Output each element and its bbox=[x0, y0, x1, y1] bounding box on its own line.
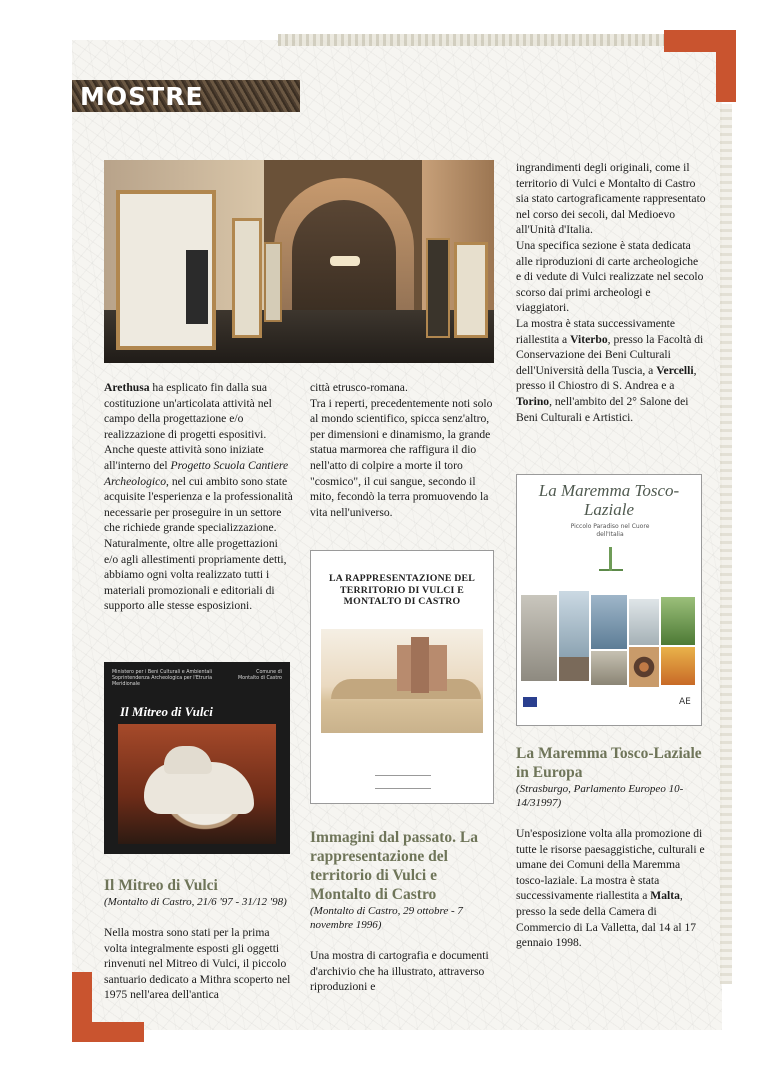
cover-title: LA RAPPRESENTAZIONE DEL TERRITORIO DI VULCI E MONTALTO DI CASTRO bbox=[329, 573, 475, 607]
cover-subtitle: Piccolo Paradiso nel Cuore dell'Italia bbox=[570, 523, 650, 538]
corner-accent-top-right-vertical bbox=[716, 40, 736, 102]
intro-paragraph-2: Naturalmente, oltre alle progettazioni e/o agli allestimenti propriamente detti, abbiamo ogni volta realizzato tutti i materiali promozionali e editoriali di supporto alle stesse esposizioni. bbox=[104, 536, 287, 613]
rappresentazione-info: (Montalto di Castro, 29 ottobre - 7 novembre 1996) bbox=[310, 905, 463, 931]
cover-title: Il Mitreo di Vulci bbox=[120, 704, 213, 719]
org-name: Arethusa bbox=[104, 381, 150, 394]
mitreo-text-statue: Tra i reperti, precedentemente noti solo al mondo scientifico, spicca senz'altro, per dimensioni e dinamismo, la grande statua marmorea che raffigura il dio nell'atto di colpire a morte il toro "cosmico", il cui sangue, secondo il mito, fecondò la terra promuovendo la vita nell'universo. bbox=[310, 396, 493, 519]
column-left bbox=[104, 380, 294, 614]
maremma-heading: La Maremma Tosco-Laziale in Europa bbox=[516, 745, 702, 781]
rappresentazione-heading: Immagini dal passato. La rappresentazione del territorio di Vulci e Montalto di Castro bbox=[310, 829, 478, 903]
book-cover-rappresentazione bbox=[310, 550, 494, 804]
maremma-info: (Strasburgo, Parlamento Europeo 10-14/31997) bbox=[516, 783, 684, 809]
rappresentazione-text-venues: La mostra è stata successivamente riallestita a Viterbo, presso la Facoltà di Conservazione dei Beni Culturali dell'Università della Tuscia, a Vercelli, presso il Chiostro di S. Andrea e a Torino, nell'ambito del 2° Salone dei Beni Culturali e Artistici. bbox=[516, 316, 704, 424]
column-right bbox=[516, 160, 706, 425]
maremma-section bbox=[516, 744, 706, 951]
book-cover-maremma bbox=[516, 474, 702, 726]
cover-title: La Maremma Tosco-Laziale bbox=[538, 481, 680, 519]
section-title: MOSTRE bbox=[80, 81, 204, 111]
column-middle bbox=[310, 380, 496, 520]
rappresentazione-text-section: Una specifica sezione è stata dedicata alle riproduzioni di carte archeologiche e di vedute di Vulci realizzate nel secolo scorso dai primi archeologi e viaggiatori. bbox=[516, 238, 704, 315]
eu-flag-icon bbox=[523, 697, 537, 707]
decorative-texture-top bbox=[278, 34, 664, 46]
section-title-banner bbox=[72, 80, 300, 112]
project-name: Progetto Scuola Cantiere Archeologico bbox=[104, 458, 289, 488]
mitreo-section bbox=[104, 876, 294, 1003]
mitreo-text: Nella mostra sono stati per la prima volta integralmente esposti gli oggetti rinvenuti nel Mitreo di Vulci, il piccolo santuario dedicato a Mithra scoperto nel 1975 nell'area dell'antica bbox=[104, 926, 291, 1002]
maremma-text: Un'esposizione volta alla promozione di tutte le risorse paesaggistiche, culturali e umane dei Comuni della Maremma tosco-laziale. La mostra è stata successivamente riallestita a Malta, presso la sede della Camera di Commercio di La Valletta, dal 14 al 17 gennaio 1998. bbox=[516, 827, 705, 950]
rappresentazione-text-continued: ingrandimenti degli originali, come il territorio di Vulci e Montalto di Castro sia stato cartograficamente rappresentato nel corso dei secoli, dal Medioevo all'Unità d'Italia. bbox=[516, 161, 706, 237]
mitreo-info: (Montalto di Castro, 21/6 '97 - 31/12 '98) bbox=[104, 896, 287, 908]
decorative-texture-right bbox=[720, 104, 732, 984]
exhibition-photo bbox=[104, 160, 494, 363]
book-cover-mitreo: Ministero per i Beni Culturali e Ambientali Soprintendenza Archeologica per l'Etruria Meridionale Comune di Montalto di Castro Il Mitreo di Vulci bbox=[104, 662, 290, 854]
mitreo-heading: Il Mitreo di Vulci bbox=[104, 877, 218, 894]
rappresentazione-text: Una mostra di cartografia e documenti d'archivio che ha illustrato, attraverso riproduzioni e bbox=[310, 949, 489, 994]
publisher-logo: AE bbox=[679, 697, 691, 707]
intro-paragraph-1: Arethusa ha esplicato fin dalla sua costituzione un'articolata attività nel campo della progettazione e/o realizzazione di progetti espositivi. Anche queste attività sono iniziate all'interno del Progetto Scuola Cantiere Archeologico, nel cui ambito sono state acquisite l'esperienza e la professionalità necessarie per proseguire in un settore che richiede grande specializzazione. bbox=[104, 381, 293, 535]
rappresentazione-section bbox=[310, 828, 496, 995]
plant-icon bbox=[599, 543, 623, 571]
mitreo-text-continued: città etrusco-romana. bbox=[310, 381, 408, 394]
corner-accent-bottom-left-horizontal bbox=[72, 1022, 144, 1042]
